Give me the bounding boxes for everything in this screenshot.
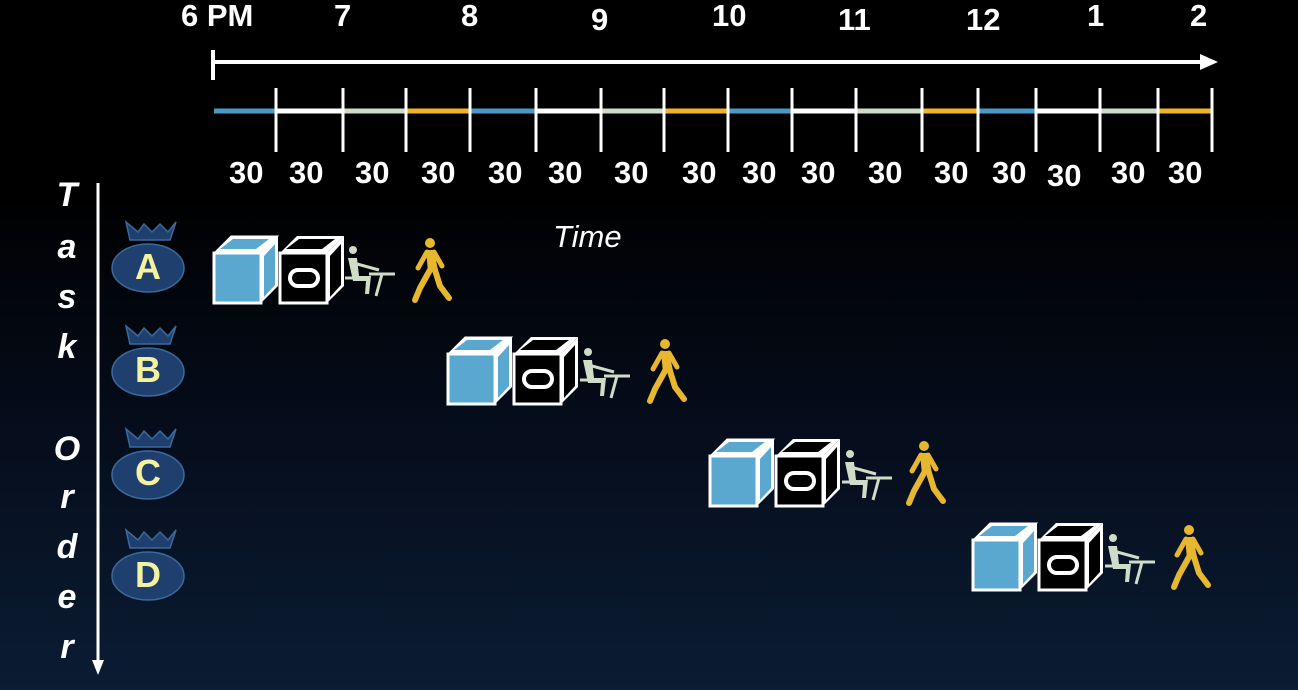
walker-icon xyxy=(909,441,943,503)
task-c-stages xyxy=(710,439,943,506)
task-order-letter: e xyxy=(57,578,77,616)
duration-label: 30 xyxy=(992,155,1027,190)
task-order-letter: k xyxy=(57,328,77,366)
task-bag-d xyxy=(112,530,184,600)
task-order-arrowhead xyxy=(92,660,104,675)
duration-label: 30 xyxy=(488,155,523,190)
hour-label-2: 2 xyxy=(1190,0,1208,33)
task-order-letter: r xyxy=(60,628,74,666)
task-order-letter: r xyxy=(60,478,74,516)
task-order-letter: d xyxy=(56,528,78,566)
duration-label: 30 xyxy=(1047,158,1082,193)
washer-icon xyxy=(214,236,278,303)
duration-label: 30 xyxy=(289,155,324,190)
task-order-letter: T xyxy=(56,176,78,214)
duration-label: 30 xyxy=(934,155,969,190)
duration-label: 30 xyxy=(355,155,390,190)
hour-label-1: 1 xyxy=(1087,0,1105,33)
walker-icon xyxy=(1174,525,1208,587)
dryer-icon xyxy=(776,439,840,506)
duration-label: 30 xyxy=(742,155,777,190)
time-axis-arrowhead xyxy=(1200,54,1218,70)
hour-label-9: 9 xyxy=(591,2,609,37)
duration-label: 30 xyxy=(229,155,264,190)
hour-label-11: 11 xyxy=(838,2,871,37)
hour-label-6pm: 6 PM xyxy=(181,0,254,33)
task-label-c: C xyxy=(135,452,161,493)
washer-icon xyxy=(710,439,774,506)
duration-label: 30 xyxy=(421,155,456,190)
segment-track xyxy=(214,88,1212,152)
hour-label-10: 10 xyxy=(712,0,747,33)
task-bag-a xyxy=(112,222,184,292)
task-label-b: B xyxy=(135,349,161,390)
duration-label: 30 xyxy=(614,155,649,190)
duration-label: 30 xyxy=(868,155,903,190)
folder-icon xyxy=(580,348,630,398)
task-order-letter: a xyxy=(57,228,77,266)
hour-label-7: 7 xyxy=(334,0,352,33)
duration-label: 30 xyxy=(682,155,717,190)
dryer-icon xyxy=(1039,523,1103,590)
dryer-icon xyxy=(514,337,578,404)
task-a-stages xyxy=(214,236,449,303)
task-b-stages xyxy=(448,337,684,404)
washer-icon xyxy=(973,523,1037,590)
task-order-letter: O xyxy=(53,430,81,468)
walker-icon xyxy=(415,238,449,300)
duration-label: 30 xyxy=(1111,155,1146,190)
duration-label: 30 xyxy=(548,155,583,190)
task-bag-c xyxy=(112,429,184,499)
duration-label: 30 xyxy=(801,155,836,190)
dryer-icon xyxy=(280,236,344,303)
task-order-letter: s xyxy=(57,278,77,316)
time-axis-title: Time xyxy=(553,219,622,254)
hour-label-8: 8 xyxy=(461,0,479,33)
hour-label-12: 12 xyxy=(966,2,1001,37)
washer-icon xyxy=(448,337,512,404)
task-d-stages xyxy=(973,523,1208,590)
duration-label: 30 xyxy=(1168,155,1203,190)
folder-icon xyxy=(345,246,395,296)
folder-icon xyxy=(842,450,892,500)
walker-icon xyxy=(650,339,684,401)
folder-icon xyxy=(1105,534,1155,584)
task-label-d: D xyxy=(135,554,161,595)
task-bag-b xyxy=(112,326,184,396)
task-label-a: A xyxy=(135,246,161,287)
